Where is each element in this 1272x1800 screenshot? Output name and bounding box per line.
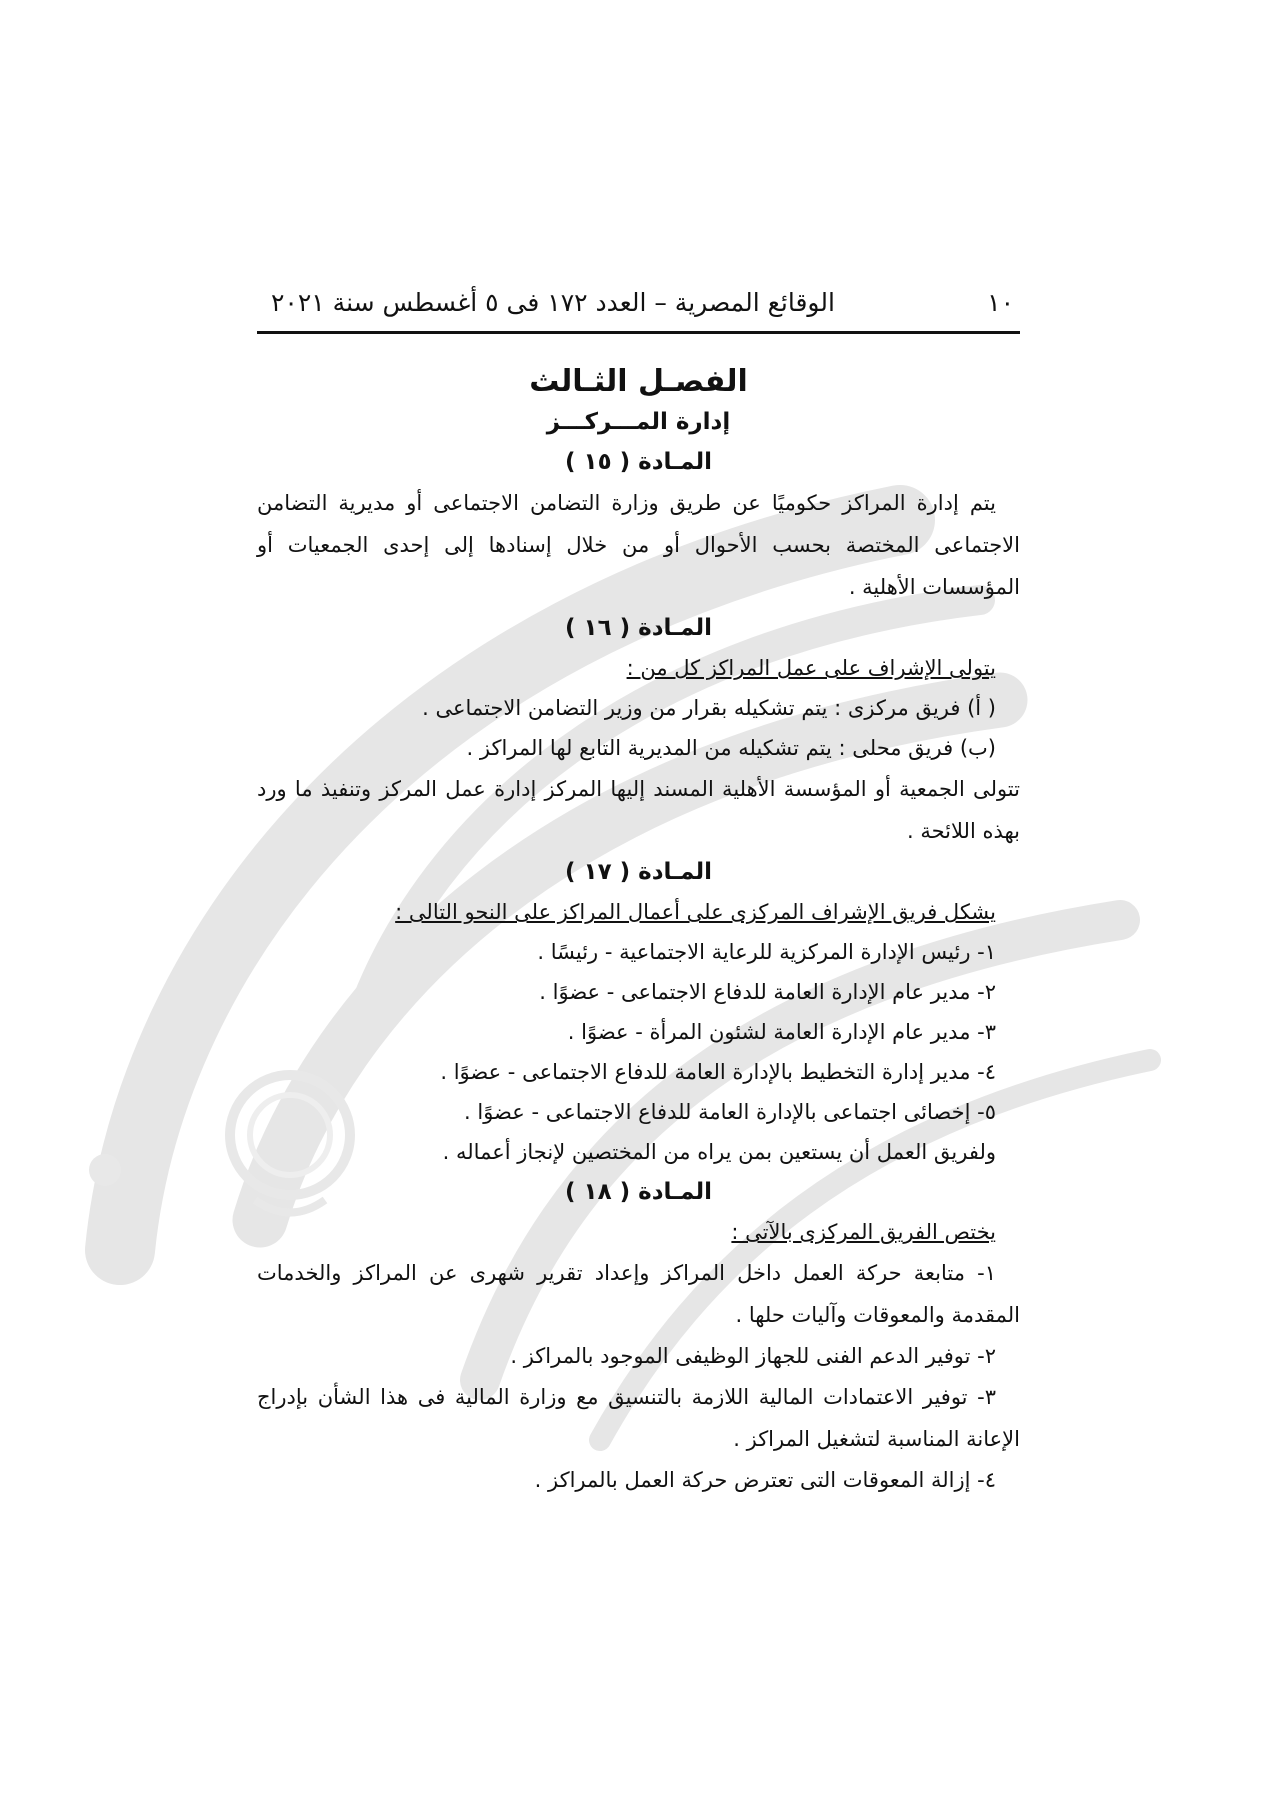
article-17-intro-text: يشكل فريق الإشراف المركزى على أعمال المراكز على النحو التالى : [395, 900, 996, 924]
article-17-item-2: ٢- مدير عام الإدارة العامة للدفاع الاجتماعى - عضوًا . [539, 980, 996, 1004]
article-17-intro [257, 892, 1020, 932]
article-17-item-5: ٥- إخصائى اجتماعى بالإدارة العامة للدفاع الاجتماعى - عضوًا . [464, 1100, 996, 1124]
article-16-item-a: ( أ) فريق مركزى : يتم تشكيله بقرار من وزير التضامن الاجتماعى . [422, 696, 996, 720]
page-number: ١٠ [987, 288, 1014, 317]
gazette-page [257, 288, 1020, 1500]
article-18-item-4: ٤- إزالة المعوقات التى تعترض حركة العمل بالمراكز . [534, 1468, 996, 1492]
publication-title: الوقائع المصرية – العدد ١٧٢ فى ٥ أغسطس سنة ٢٠٢١ [271, 288, 835, 317]
article-17-item-3: ٣- مدير عام الإدارة العامة لشئون المرأة - عضوًا . [567, 1020, 996, 1044]
article-16-item-b: (ب) فريق محلى : يتم تشكيله من المديرية التابع لها المراكز . [466, 736, 996, 760]
article-18-heading: المـادة ( ١٨ ) [565, 1179, 712, 1205]
article-16-intro-text: يتولى الإشراف على عمل المراكز كل من : [626, 656, 996, 680]
article-15-heading: المـادة ( ١٥ ) [565, 449, 712, 475]
article-18-item-3: ٣- توفير الاعتمادات المالية اللازمة بالتنسيق مع وزارة المالية فى هذا الشأن بإدراج الإعانة المناسبة لتشغيل المراكز . [257, 1385, 1020, 1451]
chapter-title: الفصـل الثـالث [529, 364, 748, 399]
article-16-heading: المـادة ( ١٦ ) [565, 615, 712, 641]
article-16-intro [257, 648, 1020, 688]
chapter-subtitle: إدارة المـــركـــز [546, 409, 731, 435]
article-18-intro-text: يختص الفريق المركزى بالآتى : [731, 1220, 996, 1244]
article-16-text: تتولى الجمعية أو المؤسسة الأهلية المسند إليها المركز إدارة عمل المركز وتنفيذ ما ورد بهذه اللائحة . [257, 777, 1020, 843]
article-17-item-4: ٤- مدير إدارة التخطيط بالإدارة العامة للدفاع الاجتماعى - عضوًا . [440, 1060, 996, 1084]
article-15-text: يتم إدارة المراكز حكوميًا عن طريق وزارة التضامن الاجتماعى أو مديرية التضامن الاجتماعى المختصة بحسب الأحوال أو من خلال إسنادها إلى إحدى الجمعيات أو المؤسسات الأهلية . [257, 491, 1020, 599]
article-17-heading: المـادة ( ١٧ ) [565, 859, 712, 885]
article-18-item-1: ١- متابعة حركة العمل داخل المراكز وإعداد تقرير شهرى عن المراكز والخدمات المقدمة والمعوقات وآليات حلها . [257, 1261, 1020, 1327]
article-18-intro [257, 1212, 1020, 1252]
article-17-item-1: ١- رئيس الإدارة المركزية للرعاية الاجتماعية - رئيسًا . [537, 940, 996, 964]
article-17-closing: ولفريق العمل أن يستعين بمن يراه من المختصين لإنجاز أعماله . [442, 1140, 996, 1164]
article-18-item-2: ٢- توفير الدعم الفنى للجهاز الوظيفى الموجود بالمراكز . [510, 1344, 996, 1368]
page-header [257, 288, 1020, 334]
